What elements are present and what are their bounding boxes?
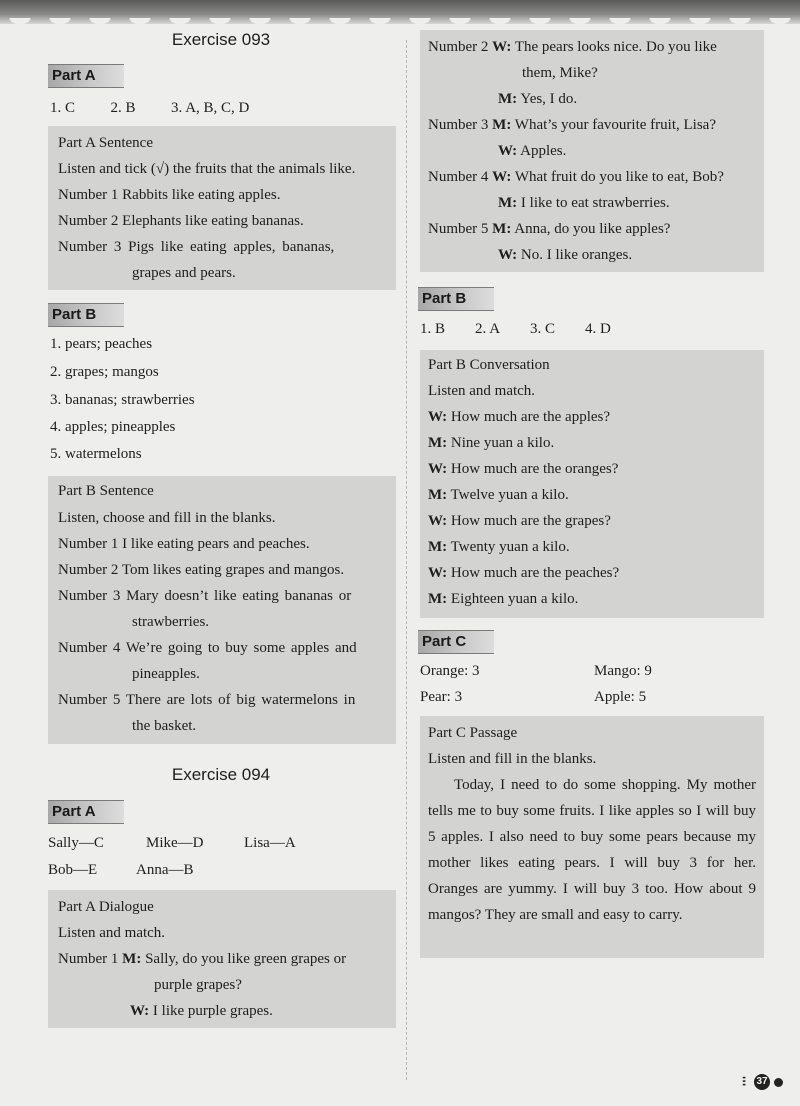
utterance: No. I like oranges. <box>520 247 633 263</box>
utterance: The pears looks nice. Do you like <box>514 39 717 55</box>
item-number: Number 4 <box>428 169 489 185</box>
script-line <box>58 208 304 234</box>
item-number: Number 3 <box>428 117 489 133</box>
ex094-part-a-script-box-right <box>420 30 764 272</box>
speaker: M: <box>492 117 512 133</box>
box-heading: Part C Passage <box>428 725 518 741</box>
scan-top-edge <box>0 0 800 24</box>
ex093-part-b-answer: 4. apples; pineapples <box>50 419 176 435</box>
box-instruction: Listen and match. <box>428 383 536 399</box>
ex094-part-c-answer: Apple: 5 <box>594 689 647 705</box>
utterance: Twenty yuan a kilo. <box>450 539 570 555</box>
utterance: Apples. <box>520 143 567 159</box>
ex093-part-b-answer: 2. grapes; mangos <box>50 364 159 380</box>
ex093-part-b-script-box <box>48 476 396 744</box>
script-line <box>58 182 280 208</box>
speaker: W: <box>130 1003 150 1019</box>
ex094-part-c-answer: Orange: 3 <box>420 663 480 679</box>
utterance: I like to eat strawberries. <box>520 195 670 211</box>
speaker: M: <box>428 487 448 503</box>
item-text: Mary doesn’t like eating bananas or <box>126 588 352 604</box>
answer: 1. C <box>50 100 76 116</box>
dialogue-line <box>428 508 611 534</box>
dialogue-line-cont: purple grapes? <box>154 977 242 993</box>
ex093-part-a-tag: Part A <box>48 64 124 88</box>
page-number: 37 <box>754 1074 770 1090</box>
ex093-part-b-tag: Part B <box>48 303 124 327</box>
ex094-part-c-script-box <box>420 716 764 958</box>
ex093-part-b-answer: 5. watermelons <box>50 446 142 462</box>
box-instruction: Listen and fill in the blanks. <box>428 751 597 767</box>
ex094-part-b-script-box <box>420 350 764 618</box>
speaker: M: <box>122 951 142 967</box>
utterance: Twelve yuan a kilo. <box>450 487 569 503</box>
speaker: M: <box>428 591 448 607</box>
sunburst-icon: ⫶⫶ <box>742 1075 745 1089</box>
item-text: We’re going to buy some apples and <box>125 640 357 656</box>
utterance: How much are the grapes? <box>450 513 611 529</box>
dialogue-line <box>498 86 577 112</box>
ex093-part-b-answer: 1. pears; peaches <box>50 336 153 352</box>
passage-text: Today, I need to do some shopping. My mother tells me to buy some fruits. I like apples so I will buy 5 apples. I also need to buy some pears because my mother likes eating pears. I will buy 3 for her. Oranges are yummy. I will buy 3 too. How about 9 mangos? They are small and easy to carry. <box>428 777 756 923</box>
speaker: W: <box>428 461 448 477</box>
ex093-part-a-script-box <box>48 126 396 290</box>
utterance: Eighteen yuan a kilo. <box>450 591 579 607</box>
script-line <box>58 583 351 609</box>
script-line <box>58 635 357 661</box>
dialogue-line <box>498 242 632 268</box>
box-instruction: Listen and tick (√) the fruits that the animals like. <box>58 161 356 177</box>
utterance: Sally, do you like green grapes or <box>145 951 347 967</box>
ex093-part-a-answers <box>50 95 249 121</box>
answer: 4. D <box>585 321 611 337</box>
answer: 2. A <box>475 321 501 337</box>
ex094-part-a-answers-row2 <box>48 857 194 883</box>
script-line-cont: the basket. <box>132 718 197 734</box>
speaker: M: <box>498 91 518 107</box>
speaker: M: <box>428 539 448 555</box>
exercise-094-title: Exercise 094 <box>171 765 271 784</box>
item-number: Number 2 <box>58 562 119 578</box>
item-number: Number 3 <box>58 588 121 604</box>
dialogue-line <box>428 216 670 242</box>
answer: Sally—C <box>48 835 104 851</box>
utterance: How much are the apples? <box>450 409 611 425</box>
ex094-part-b-tag: Part B <box>418 287 494 311</box>
dialogue-line <box>428 430 554 456</box>
answer: Anna—B <box>136 862 194 878</box>
dialogue-line <box>428 560 619 586</box>
speaker: W: <box>428 565 448 581</box>
script-line <box>58 687 355 713</box>
item-text: There are lots of big watermelons in <box>125 692 356 708</box>
item-text: Tom likes eating grapes and mangos. <box>121 562 345 578</box>
speaker: W: <box>492 39 512 55</box>
utterance: I like purple grapes. <box>152 1003 273 1019</box>
dot-icon <box>774 1078 783 1087</box>
utterance: What fruit do you like to eat, Bob? <box>514 169 724 185</box>
column-divider <box>406 40 407 1080</box>
script-line-cont: pineapples. <box>132 666 200 682</box>
dialogue-line <box>498 138 566 164</box>
utterance: Yes, I do. <box>520 91 578 107</box>
item-number: Number 4 <box>58 640 121 656</box>
exercise-093-title: Exercise 093 <box>171 30 271 49</box>
dialogue-line <box>428 164 724 190</box>
dialogue-line <box>428 34 717 60</box>
item-number: Number 5 <box>58 692 121 708</box>
box-heading: Part B Sentence <box>58 483 154 499</box>
ex094-part-c-answer: Pear: 3 <box>420 689 463 705</box>
script-line <box>58 531 310 557</box>
script-line <box>58 234 334 260</box>
ex094-part-a-script-box-left <box>48 890 396 1028</box>
speaker: W: <box>428 513 448 529</box>
speaker: W: <box>428 409 448 425</box>
answer: 3. C <box>530 321 556 337</box>
dialogue-line <box>498 190 670 216</box>
answer: 1. B <box>420 321 446 337</box>
dialogue-line <box>428 534 570 560</box>
utterance: How much are the oranges? <box>450 461 619 477</box>
page-number-badge <box>742 1072 788 1094</box>
item-number: Number 5 <box>428 221 489 237</box>
dialogue-line <box>58 946 346 972</box>
answer: 2. B <box>110 100 136 116</box>
item-text: I like eating pears and peaches. <box>122 536 310 552</box>
script-line-cont: grapes and pears. <box>132 265 236 281</box>
dialogue-line <box>428 586 578 612</box>
utterance: How much are the peaches? <box>450 565 620 581</box>
item-number: Number 2 <box>58 213 119 229</box>
dialogue-line-cont: them, Mike? <box>522 65 598 81</box>
dialogue-line <box>130 998 273 1024</box>
item-number: Number 1 <box>58 187 119 203</box>
dialogue-line <box>428 482 569 508</box>
speaker: M: <box>428 435 448 451</box>
utterance: Anna, do you like apples? <box>514 221 671 237</box>
box-heading: Part A Dialogue <box>58 899 154 915</box>
speaker: W: <box>492 169 512 185</box>
dialogue-line <box>428 404 610 430</box>
dialogue-line <box>428 112 716 138</box>
item-number: Number 2 <box>428 39 489 55</box>
ex094-part-a-tag: Part A <box>48 800 124 824</box>
item-text: Rabbits like eating apples. <box>122 187 281 203</box>
utterance: What’s your favourite fruit, Lisa? <box>514 117 716 133</box>
box-heading: Part B Conversation <box>428 357 550 373</box>
item-text: Elephants like eating bananas. <box>122 213 304 229</box>
answer: 3. A, B, C, D <box>171 100 250 116</box>
dialogue-line <box>428 456 618 482</box>
box-heading: Part A Sentence <box>58 135 153 151</box>
item-text: Pigs like eating apples, bananas, <box>128 239 335 255</box>
answer: Bob—E <box>48 862 98 878</box>
item-number: Number 3 <box>58 239 122 255</box>
item-number: Number 1 <box>58 536 119 552</box>
ex094-part-c-answer: Mango: 9 <box>594 663 652 679</box>
speaker: M: <box>492 221 512 237</box>
script-line <box>58 557 344 583</box>
ex094-part-c-tag: Part C <box>418 630 494 654</box>
script-line-cont: strawberries. <box>132 614 210 630</box>
answer: Mike—D <box>146 835 204 851</box>
box-instruction: Listen and match. <box>58 925 166 941</box>
utterance: Nine yuan a kilo. <box>450 435 555 451</box>
speaker: W: <box>498 247 518 263</box>
ex094-part-b-answers <box>420 316 611 342</box>
box-instruction: Listen, choose and fill in the blanks. <box>58 510 276 526</box>
answer: Lisa—A <box>244 835 296 851</box>
ex094-part-a-answers-row1 <box>48 830 296 856</box>
ex093-part-b-answer: 3. bananas; strawberries <box>50 392 195 408</box>
speaker: W: <box>498 143 518 159</box>
item-number: Number 1 <box>58 951 119 967</box>
speaker: M: <box>498 195 518 211</box>
